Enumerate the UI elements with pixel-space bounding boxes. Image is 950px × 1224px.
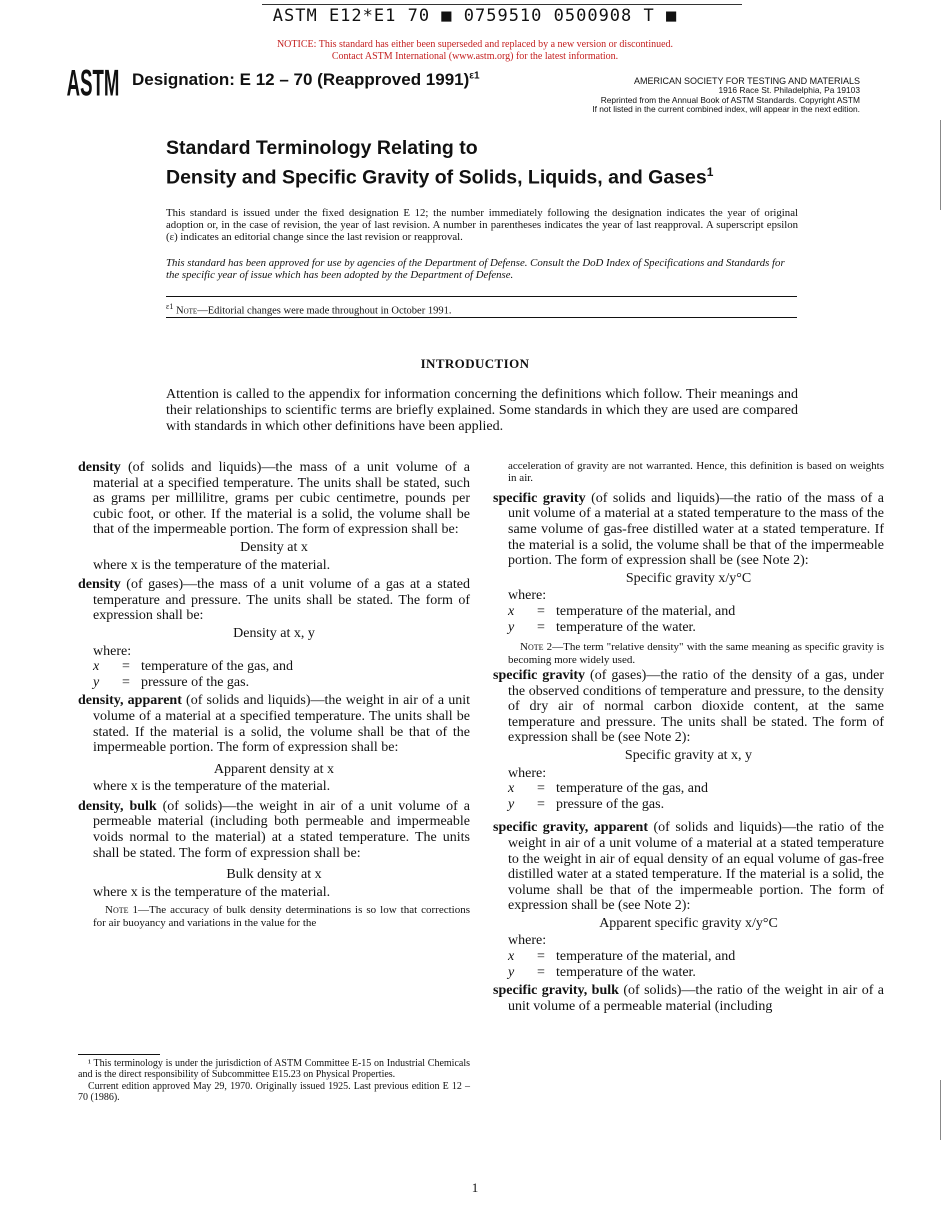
definition-specific-gravity-bulk [493, 983, 884, 1014]
formula: Specific gravity at x, y [624, 747, 753, 763]
definition-specific-gravity-gases [493, 668, 884, 746]
variable-y [508, 620, 884, 636]
header-rule [262, 4, 742, 5]
formula: Density at x, y [233, 625, 315, 641]
equals-sign: = [537, 603, 545, 619]
page-number: 1 [471, 1180, 479, 1195]
definition-density-gases [78, 577, 470, 624]
editorial-note-sup: ε1 [166, 302, 174, 311]
footnote-2: Current edition approved May 29, 1970. Originally issued 1925. Last previous edition E 12 – 70 (1986). [78, 1080, 470, 1104]
right-column [493, 460, 884, 1016]
definition-text: (of solids and liquids)—the ratio of the weight in air of a unit volume of a material at a stated temperature to the weight in air of equal density of an equal volume of gas-free distilled water at a stated temperature. If the material is a solid, the volume shall be that of the impermeable portion. The form of expression shall be (see Note 2): [508, 820, 884, 914]
variable-x [508, 949, 884, 965]
variable-symbol: x [508, 603, 515, 619]
variable-description: temperature of the water. [556, 964, 696, 980]
variable-symbol: y [93, 674, 100, 690]
variable-y [508, 797, 884, 813]
variable-symbol: x [508, 949, 515, 965]
formula-explanation: where x is the temperature of the material. [93, 557, 331, 573]
title-line-1: Standard Terminology Relating to [166, 137, 478, 159]
variable-description: temperature of the material, and [556, 949, 736, 965]
term: density, apparent [78, 693, 182, 709]
title-footnote-ref: 1 [706, 165, 714, 179]
equals-sign: = [122, 674, 130, 690]
definition-text: (of solids and liquids)—the ratio of the mass of a unit volume of a material at a stated temperature to the mass of the same volume of gas-free distilled water at a stated temperature. If the material is a solid, the volume shall be that of the impermeable portion. The form of expression shall be (see Note 2): [508, 490, 884, 569]
term: density [78, 460, 121, 475]
designation [132, 70, 480, 90]
scan-edge-mark [940, 120, 941, 210]
footnote-1: ¹ This terminology is under the jurisdiction of ASTM Committee E-15 on Industrial Chemicals and is the direct responsibility of Subcommittee E15.23 on Physical Properties. [78, 1058, 470, 1081]
variable-description: pressure of the gas. [556, 796, 665, 812]
footnote-rule [78, 1054, 160, 1055]
editorial-note-text: —Editorial changes were made throughout in October 1991. [197, 305, 452, 317]
title-line-2-text: Density and Specific Gravity of Solids, Liquids, and Gases [166, 166, 707, 189]
issued-statement: This standard is issued under the fixed designation E 12; the number immediately following the designation indicates the year of original adoption or, in the case of revision, the year of last revision. A number in parentheses indicates the year of last reapproval. A superscript epsilon (ε) indicates an editorial change since the last revision or reapproval. [166, 207, 798, 244]
equals-sign: = [537, 796, 545, 812]
editorial-note [166, 302, 451, 317]
divider [166, 296, 797, 297]
term: specific gravity [493, 490, 586, 506]
variable-x [508, 781, 884, 797]
dod-approval-statement: This standard has been approved for use by agencies of the Department of Defense. Consult the DoD Index of Specifications and Standards for the specific year of issue which has been adopted by the Department of Defense. [166, 257, 785, 282]
reprint-line: Reprinted from the Annual Book of ASTM Standards. Copyright ASTM [600, 94, 860, 105]
divider [166, 317, 797, 318]
definition-text: (of gases)—the mass of a unit volume of a gas at a stated temperature and pressure. The units shall be stated. The form of expression shall be: [93, 577, 470, 624]
notice-line-2: Contact ASTM International (www.astm.org) for the latest information. [331, 51, 619, 62]
definition-density-solids [78, 460, 470, 538]
definition-text: (of solids and liquids)—the mass of a unit volume of a material at a specified temperature. The units shall be stated, such as grams per millilitre, grams per cubic centimetre, pounds per cubic foot, or other. If the material is a solid, the volume shall be that of the impermeable portion. The form of expression shall be: [93, 460, 470, 538]
supersede-notice [0, 39, 950, 63]
equals-sign: = [537, 949, 545, 965]
variable-description: temperature of the gas, and [556, 781, 708, 797]
editorial-note-label: Note [175, 305, 198, 317]
formula-explanation: where x is the temperature of the material. [93, 884, 331, 900]
definition-text: (of gases)—the ratio of the density of a gas, under the observed conditions of temperature and pressure, to the density of dry air of normal carbon dioxide content, at the same temperature and pressure. The units shall be stated. The form of expression shall be (see Note 2): [508, 667, 884, 746]
variable-symbol: y [508, 796, 515, 812]
note-text: —The term "relative density" with the same meaning as specific gravity is becoming more widely used. [508, 641, 885, 666]
definition-text: (of solids)—the ratio of the weight in air of a unit volume of a permeable material (including [508, 983, 885, 1014]
formula: Density at x [240, 539, 308, 555]
definition-density-apparent [78, 693, 470, 755]
term: specific gravity, apparent [493, 820, 648, 836]
definition-text: (of solids and liquids)—the weight in air of a unit volume of a material at a specified temperature. The units shall be stated. If the material is a solid, the volume shall be that of the impermeable portion. The form of expression shall be: [93, 693, 470, 756]
society-address: 1916 Race St. Philadelphia, Pa 19103 [718, 85, 860, 96]
note-1-continued: acceleration of gravity are not warranted. Hence, this definition is based on weights in air. [508, 460, 884, 485]
formula-explanation: where x is the temperature of the material. [93, 779, 331, 795]
definition-specific-gravity-apparent [493, 820, 884, 914]
where-label: where: [508, 933, 547, 949]
page-title [166, 136, 806, 190]
note-text: —The accuracy of bulk density determinations is so low that corrections for air buoyancy and variations in the value for the [93, 904, 470, 929]
note-1 [78, 904, 470, 929]
astm-logo-text: ASTM [66, 62, 120, 104]
society-block [540, 77, 860, 115]
equals-sign: = [122, 659, 130, 675]
note-label: Note 2 [520, 641, 553, 654]
society-name: AMERICAN SOCIETY FOR TESTING AND MATERIALS [633, 76, 860, 86]
formula: Apparent density at x [213, 761, 335, 777]
where-label: where: [508, 765, 547, 781]
term: density, bulk [78, 798, 157, 814]
variable-symbol: y [508, 619, 515, 635]
formula: Apparent specific gravity x/y°C [599, 915, 778, 931]
equals-sign: = [537, 619, 545, 635]
left-column [78, 460, 470, 931]
variable-y [93, 675, 470, 691]
designation-superscript: ε1 [469, 70, 480, 82]
astm-logo-icon [62, 62, 124, 104]
where-label: where: [508, 588, 547, 604]
title-line-2 [166, 160, 806, 190]
definition-density-bulk [78, 799, 470, 861]
equals-sign: = [537, 964, 545, 980]
equals-sign: = [537, 781, 545, 797]
note-2 [493, 641, 884, 666]
term: specific gravity, bulk [493, 983, 619, 999]
index-line: If not listed in the current combined index, will appear in the next edition. [592, 104, 860, 115]
variable-symbol: x [93, 659, 100, 675]
note-label: Note 1 [105, 904, 138, 917]
variable-description: temperature of the material, and [556, 603, 736, 619]
designation-text: Designation: E 12 – 70 (Reapproved 1991) [132, 70, 470, 89]
variable-symbol: x [508, 781, 515, 797]
variable-y [508, 965, 884, 981]
definition-specific-gravity-solids [493, 491, 884, 569]
footnote [78, 1058, 470, 1104]
introduction-text: Attention is called to the appendix for information concerning the definitions which follow. Their meanings and their relationships to scientific terms are briefly explained. Some standards in which they are used are compared with standards in which other definitions have been applied. [166, 387, 798, 435]
scan-edge-mark [940, 1080, 941, 1140]
variable-description: temperature of the water. [556, 619, 696, 635]
introduction-heading: INTRODUCTION [420, 356, 530, 371]
document-code-line: ASTM E12*E1 70 ■ 0759510 0500908 T ■ [272, 6, 678, 26]
variable-description: pressure of the gas. [141, 674, 250, 690]
notice-line-1: NOTICE: This standard has either been superseded and replaced by a new version or discontinued. [276, 39, 674, 50]
variable-description: temperature of the gas, and [141, 659, 293, 675]
variable-x [93, 659, 470, 675]
variable-symbol: y [508, 964, 515, 980]
term: density [78, 577, 121, 593]
definition-text: (of solids)—the weight in air of a unit volume of a permeable material (including both permeable and impermeable voids normal to the material) at a stated temperature. The units shall be stated. The form of expression shall be: [93, 798, 470, 861]
term: specific gravity [493, 667, 586, 683]
formula: Bulk density at x [226, 867, 322, 883]
where-label: where: [93, 643, 132, 659]
variable-x [508, 604, 884, 620]
formula: Specific gravity x/y°C [625, 570, 752, 586]
